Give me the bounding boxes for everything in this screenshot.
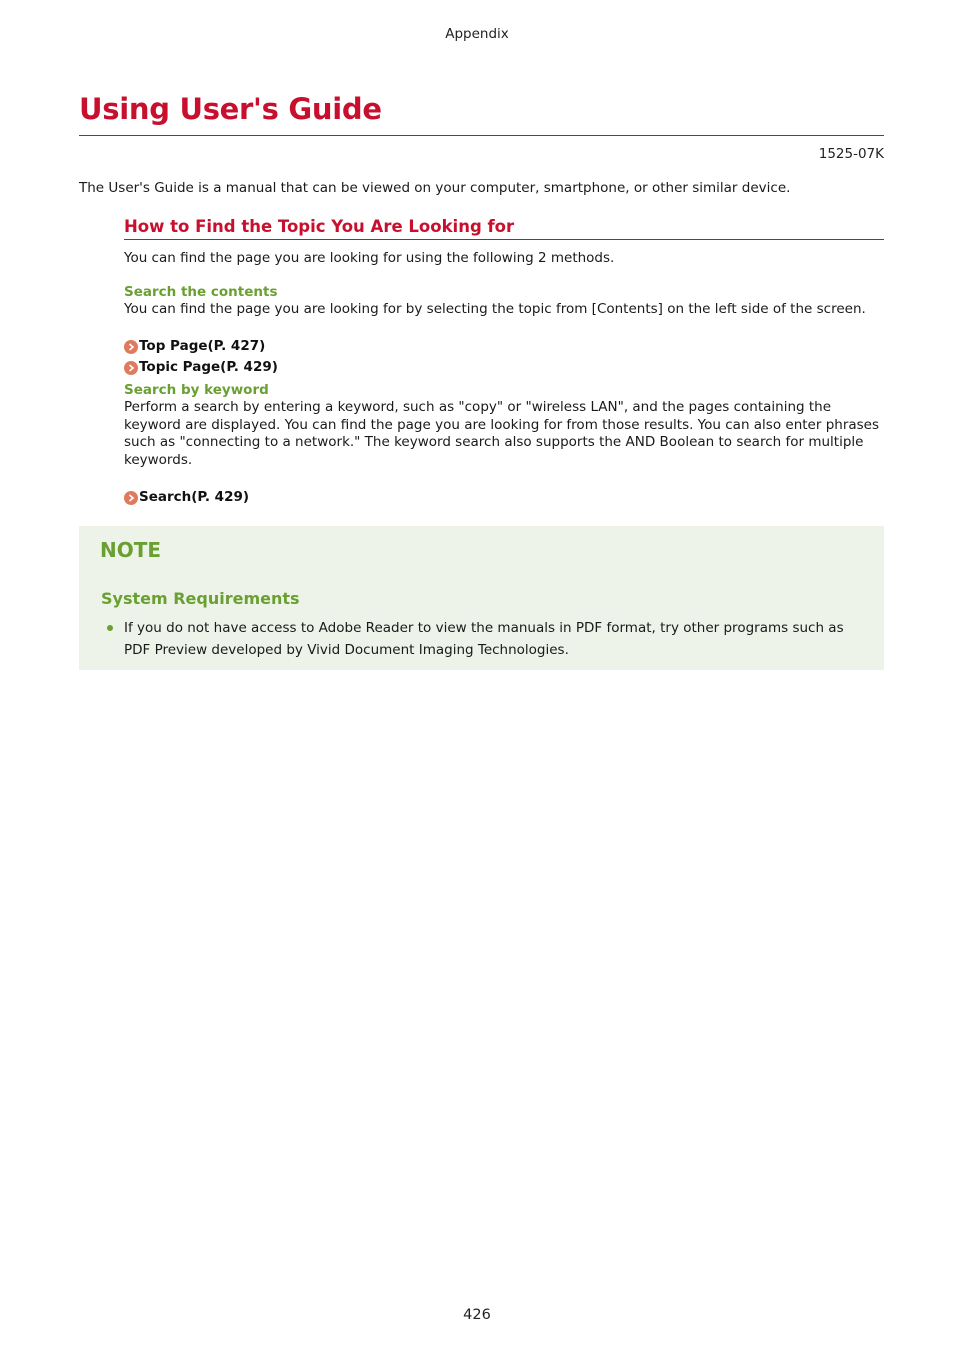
arrow-right-icon [124, 340, 138, 354]
link-label: Search(P. 429) [139, 489, 250, 506]
search-keyword-heading: Search by keyword [124, 382, 269, 399]
note-box [79, 526, 884, 670]
page-number: 426 [463, 1307, 491, 1323]
search-contents-block [124, 284, 884, 318]
keyword-links [124, 487, 884, 508]
link-top-page[interactable] [124, 336, 884, 357]
search-keyword-block [124, 382, 884, 469]
running-header: Appendix [445, 26, 509, 42]
section-lead: You can find the page you are looking for using the following 2 methods. [124, 250, 615, 266]
arrow-right-icon [124, 491, 138, 505]
find-topic-section [124, 217, 884, 508]
link-label: Topic Page(P. 429) [139, 359, 278, 376]
section-heading: How to Find the Topic You Are Looking for [124, 217, 884, 240]
note-label: NOTE [100, 538, 162, 562]
note-text: If you do not have access to Adobe Reader to view the manuals in PDF format, try other programs such as PDF Preview developed by Vivid Document Imaging Technologies. [124, 620, 844, 658]
link-label: Top Page(P. 427) [139, 338, 266, 355]
page-title: Using User's Guide [79, 92, 382, 126]
link-topic-page[interactable] [124, 357, 884, 378]
contents-links [124, 336, 884, 378]
search-contents-text: You can find the page you are looking for by selecting the topic from [Contents] on the left side of the screen. [124, 301, 866, 317]
search-contents-heading: Search the contents [124, 284, 278, 300]
arrow-right-icon [124, 361, 138, 375]
document-id: 1525-07K [818, 146, 884, 162]
search-keyword-text: Perform a search by entering a keyword, such as "copy" or "wireless LAN", and the pages containing the keyword are displayed. You can find the page you are looking for from those results. You can also enter phrases such as "connecting to a network." The keyword search also supports the AND Boolean to search for multiple keywords. [124, 399, 880, 468]
title-rule [79, 135, 884, 136]
note-heading: System Requirements [101, 589, 300, 608]
intro-paragraph: The User's Guide is a manual that can be viewed on your computer, smartphone, or other similar device. [79, 180, 791, 196]
link-search[interactable] [124, 487, 884, 508]
bullet-icon [107, 625, 113, 631]
list-item [107, 617, 857, 661]
